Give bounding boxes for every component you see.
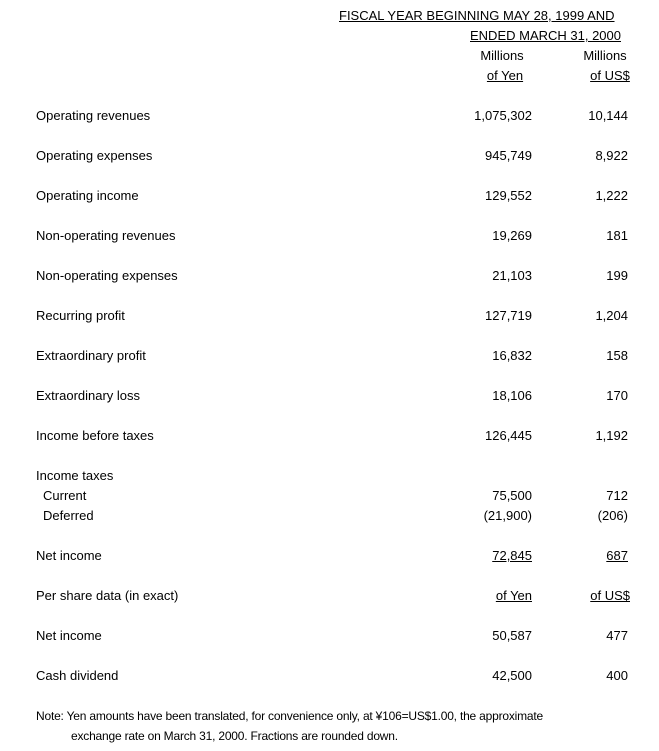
row-value-usd: (206) [597,508,628,523]
footnote-line-1: Note: Yen amounts have been translated, for convenience only, at ¥106=US$1.00, the approximate [36,709,544,723]
row-value-yen: of Yen [495,588,532,603]
fiscal-year-heading: FISCAL YEAR BEGINNING MAY 28, 1999 AND [339,8,615,23]
row-value-yen: 129,552 [485,188,532,203]
row-value-usd: 199 [606,268,628,283]
fiscal-year-subheading: ENDED MARCH 31, 2000 [470,28,621,43]
row-label: Per share data (in exact) [36,588,179,603]
row-label: Net income [36,628,102,643]
row-value-usd: 10,144 [588,108,628,123]
row-value-yen: 1,075,302 [474,108,532,123]
row-value-usd: 1,222 [595,188,628,203]
row-value-usd: 712 [606,488,628,503]
per-share-usd-header [548,588,630,604]
row-label: Deferred [43,508,94,523]
row-label: Income taxes [36,468,114,483]
row-label: Net income [36,548,102,563]
row-label: Operating revenues [36,108,151,123]
row-value-usd: 8,922 [595,148,628,163]
row-value-yen: 50,587 [492,628,532,643]
row-value-usd: 400 [606,668,628,683]
row-label: Non-operating revenues [36,228,176,243]
row-value-yen: 18,106 [492,388,532,403]
row-label: Non-operating expenses [36,268,178,283]
row-value-usd: 687 [606,548,628,563]
row-value-usd: 477 [606,628,628,643]
row-value-usd: 181 [606,228,628,243]
row-value-usd: 158 [606,348,628,363]
col-usd-header-bottom: of US$ [590,68,630,83]
row-value-yen: 126,445 [485,428,532,443]
row-value-yen: 42,500 [492,668,532,683]
row-value-yen: 75,500 [492,488,532,503]
row-value-yen: 72,845 [492,548,532,563]
row-label: Operating expenses [36,148,153,163]
row-value-yen: 19,269 [492,228,532,243]
row-value-yen: 21,103 [492,268,532,283]
row-value-yen: 945,749 [485,148,532,163]
row-value-yen: 16,832 [492,348,532,363]
row-label: Income before taxes [36,428,154,443]
footnote-line-2: exchange rate on March 31, 2000. Fractions are rounded down. [71,729,398,743]
row-label: Cash dividend [36,668,119,683]
col-yen-header-top: Millions [480,48,524,63]
row-label: Extraordinary loss [36,388,141,403]
row-label: Operating income [36,188,139,203]
row-value-yen: 127,719 [485,308,532,323]
row-value-usd: 1,192 [595,428,628,443]
row-label: Recurring profit [36,308,125,323]
row-value-usd: 170 [606,388,628,403]
col-yen-header-bottom: of Yen [486,68,524,83]
row-value-usd-total [548,548,628,564]
per-share-yen-header [432,588,532,604]
row-value-yen: (21,900) [483,508,532,523]
row-value-usd: 1,204 [595,308,628,323]
col-usd-header-top: Millions [583,48,627,63]
row-label: Current [43,488,87,503]
row-label: Extraordinary profit [36,348,146,363]
row-value-yen-total [432,548,532,564]
row-value-usd: of US$ [590,588,630,603]
